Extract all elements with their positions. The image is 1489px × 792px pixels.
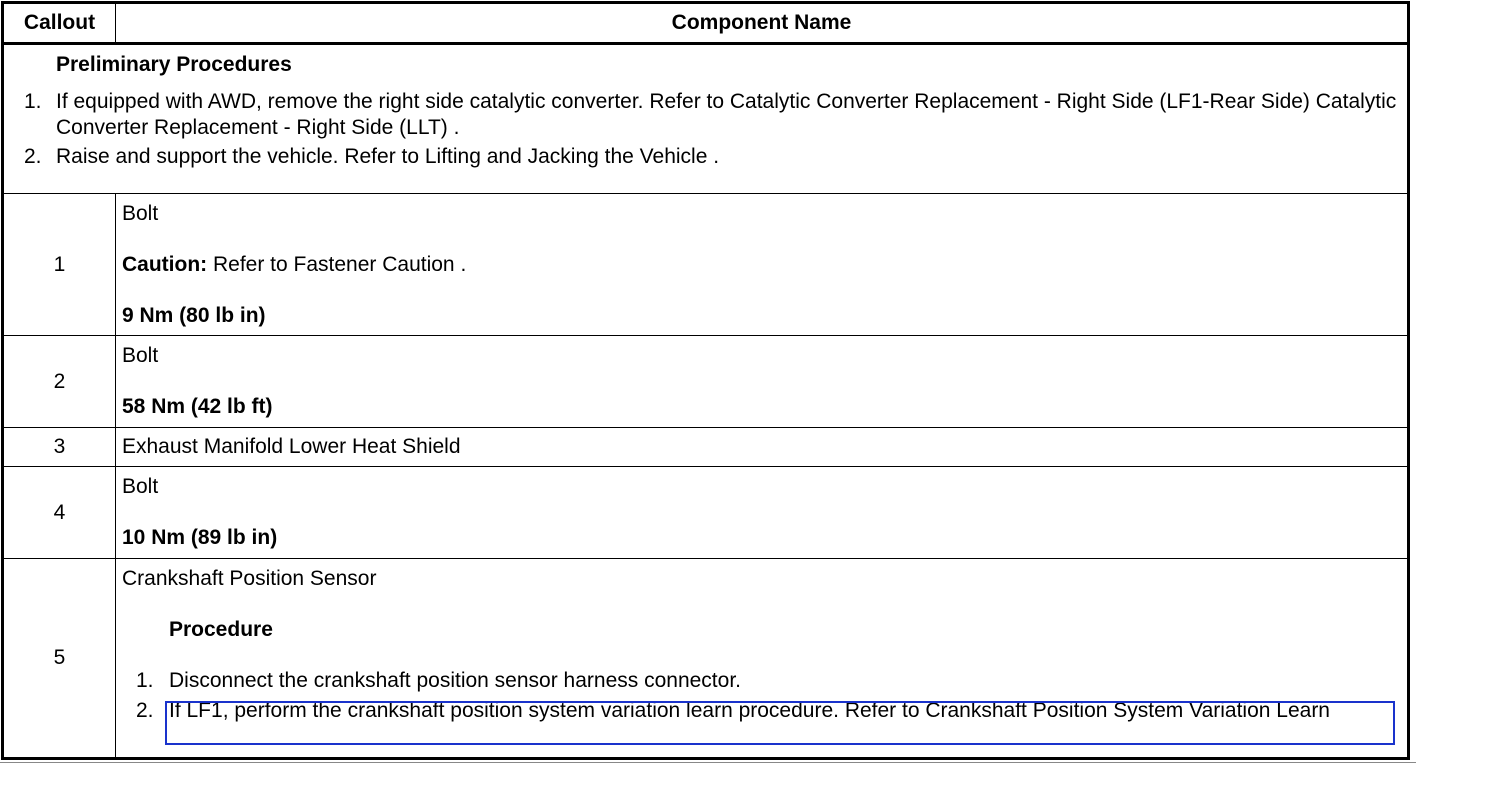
component-name: Crankshaft Position Sensor <box>122 567 377 590</box>
component-name: Exhaust Manifold Lower Heat Shield <box>122 435 461 458</box>
callout-number: 3 <box>3 428 116 467</box>
callout-header: Callout <box>3 3 116 44</box>
procedure-step <box>122 668 1401 694</box>
step-number: 1. <box>24 90 42 113</box>
preliminary-step <box>4 144 1407 170</box>
step-text: If equipped with AWD, remove the right side catalytic converter. Refer to Catalytic Converter Replacement - Right Side (LF1-Rear Side) Catalytic Converter Replacement - Right Side (LLT) . <box>56 90 1397 139</box>
page-bottom-rule <box>0 762 1416 763</box>
table-row <box>3 559 1409 759</box>
table-header-row <box>3 3 1409 44</box>
component-cell <box>116 467 1409 559</box>
step-text: Raise and support the vehicle. Refer to Lifting and Jacking the Vehicle . <box>56 145 720 168</box>
callout-number: 1 <box>3 194 116 336</box>
preliminary-procedures-cell <box>3 44 1409 194</box>
step-number: 2. <box>24 145 42 168</box>
component-name: Bolt <box>122 475 159 498</box>
step-text[interactable]: If LF1, perform the crankshaft position system variation learn procedure. Refer to Crankshaft Position System Variation Learn <box>169 699 1330 722</box>
step-number: 2. <box>136 699 154 722</box>
component-name-header: Component Name <box>116 3 1409 44</box>
procedure-steps-list <box>122 668 1401 724</box>
table-row <box>3 336 1409 428</box>
preliminary-step <box>4 89 1407 141</box>
component-name: Bolt <box>122 344 159 367</box>
step-text: Disconnect the crankshaft position sensor harness connector. <box>169 669 741 692</box>
component-cell <box>116 194 1409 336</box>
procedure-step <box>122 698 1401 724</box>
torque-spec: 58 Nm (42 lb ft) <box>122 395 273 418</box>
component-cell <box>116 428 1409 467</box>
caution-text: Refer to Fastener Caution . <box>207 252 467 276</box>
component-cell <box>116 559 1409 759</box>
preliminary-row <box>3 44 1409 194</box>
caution-line <box>122 252 1401 278</box>
table-row <box>3 428 1409 467</box>
table-row <box>3 467 1409 559</box>
component-cell <box>116 336 1409 428</box>
callout-number: 2 <box>3 336 116 428</box>
callout-number: 4 <box>3 467 116 559</box>
preliminary-steps-list <box>4 89 1407 170</box>
procedure-title: Procedure <box>169 618 273 641</box>
caution-label: Caution: <box>122 252 208 276</box>
component-table <box>1 1 1410 760</box>
preliminary-procedures-title: Preliminary Procedures <box>56 53 292 76</box>
step-number: 1. <box>136 669 154 692</box>
torque-spec: 9 Nm (80 lb in) <box>122 303 266 327</box>
torque-spec: 10 Nm (89 lb in) <box>122 526 278 549</box>
table-row <box>3 194 1409 336</box>
component-name: Bolt <box>122 201 159 225</box>
callout-number: 5 <box>3 559 116 759</box>
